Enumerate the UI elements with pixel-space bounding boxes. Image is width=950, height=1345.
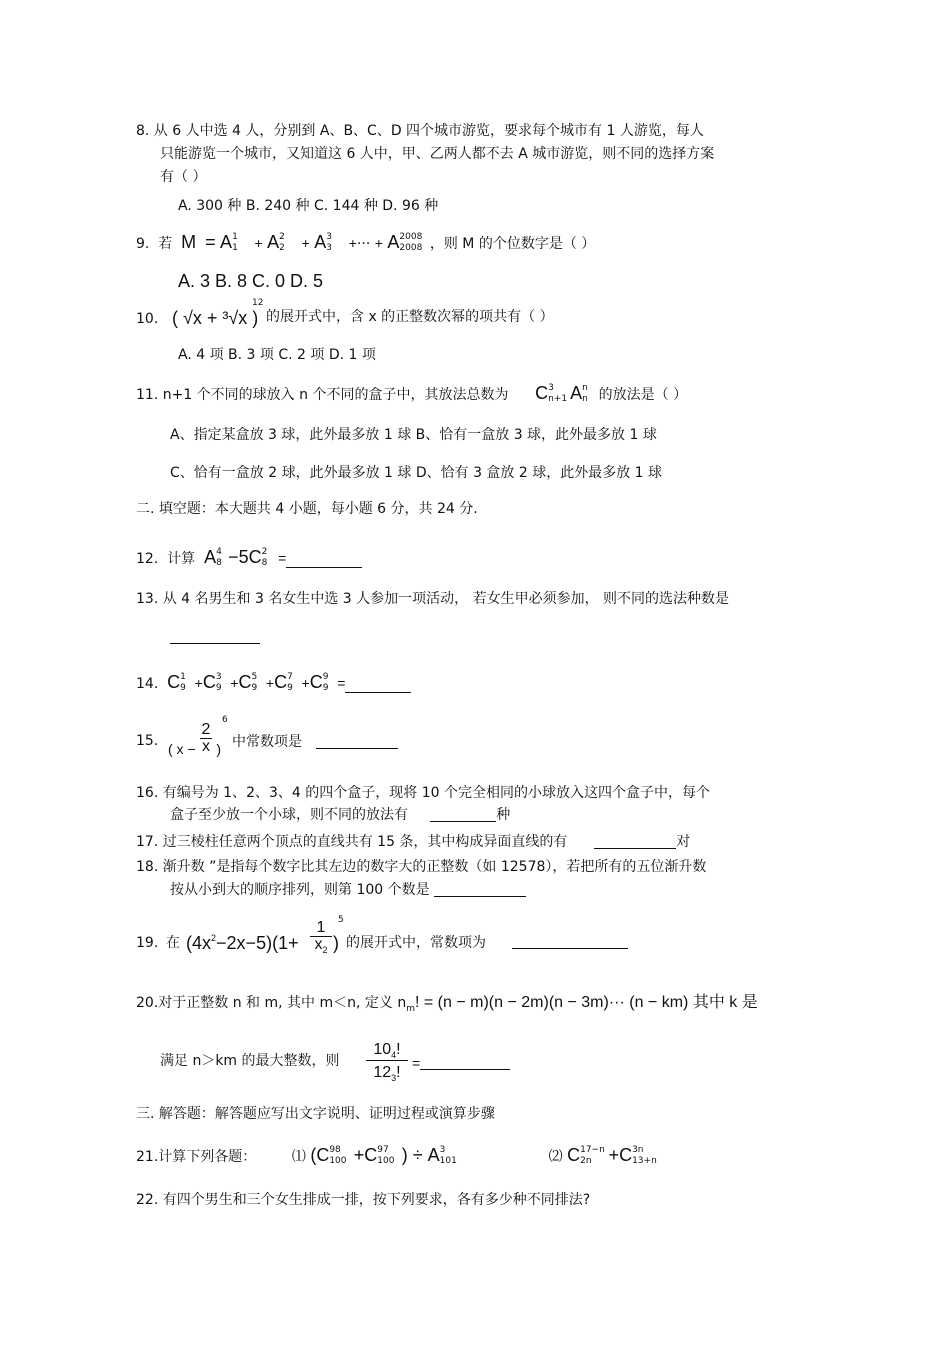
q11-tail: 的放法是（ ） [598, 387, 688, 403]
q20-answer: = [412, 1055, 510, 1070]
q19-lead: 在 [166, 935, 180, 951]
q9-tail: ，则 M 的个位数字是（ ） [429, 236, 596, 252]
q15-exp: 6 [222, 715, 228, 725]
q19-close: ) [333, 933, 339, 953]
q13-blank[interactable] [170, 629, 260, 644]
q18-blank[interactable] [434, 882, 526, 897]
q9-number: 9. [136, 236, 150, 252]
q18-line2: 按从小到大的顺序排列，则第 100 个数是 [170, 882, 526, 897]
q11-optA: A、指定某盒放 3 球，此外最多放 1 球 B、恰有一盒放 3 球，此外最多放 1 球 [170, 427, 657, 443]
q16-line1: 16. 有编号为 1、2、3、4 的四个盒子，现将 10 个完全相同的小球放入这四个盒子中，每个 [136, 785, 710, 801]
q15-number: 15. [136, 733, 159, 749]
q19-blank[interactable] [512, 934, 628, 949]
q22-text: 22. 有四个男生和三个女生排成一排，按下列要求，各有多少种不同排法? [136, 1192, 591, 1208]
q17-line: 17. 过三棱柱任意两个顶点的直线共有 15 条，其中构成异面直线的有 对 [136, 834, 691, 850]
q19-frac: 1 $x_2$ [310, 920, 332, 953]
q8-line1: 8. 从 6 人中选 4 人，分别到 A、B、C、D 四个城市游览，要求每个城市有 1 人游览，每人 [136, 123, 704, 139]
q11-lead: 11. n+1 个不同的球放入 n 个不同的盒子中，其放法总数为 [136, 387, 509, 403]
q15-tail: 中常数项是 [232, 734, 302, 750]
q20-line1: 20.对于正整数 n 和 m, 其中 m＜n, 定义 $n_m$! = (n − m)(n − 2m)(n − 3m)··· (n − km) 其中 k 是 [136, 994, 758, 1014]
q21-line: 21.计算下列各题： ⑴ (C 98 100 +C 97 100 ) ÷ A 3 101 ⑵ C 17−n 2n +C 3n 13+n [136, 1145, 657, 1166]
q9-A1: A [220, 232, 233, 252]
q12-blank[interactable] [286, 553, 362, 568]
q14-blank[interactable] [345, 678, 411, 693]
q9-A2008: A [387, 232, 400, 252]
q10-exp: 12 [252, 298, 264, 308]
q18-line1: 18. 渐升数 ”是指每个数字比其左边的数字大的正整数（如 12578），若把所有的五位渐升数 [136, 859, 707, 875]
q12-line: 12. 计算 A 4 8 −5C 2 8 = [136, 548, 362, 568]
q9-M: M [181, 232, 197, 252]
q14-line: 14. C 1 9 +C 3 9 +C 5 9 +C 7 9 +C 9 9 = [136, 673, 411, 693]
q10-options: A. 4 项 B. 3 项 C. 2 项 D. 1 项 [178, 347, 376, 363]
q8-options: A. 300 种 B. 240 种 C. 144 种 D. 96 种 [178, 198, 439, 214]
q11-line: 11. n+1 个不同的球放入 n 个不同的盒子中，其放法总数为 C 3 n+1 A n n 的放法是（ ） [136, 383, 688, 404]
q9-A3: A [314, 232, 327, 252]
q19-number: 19. [136, 935, 159, 951]
q8-line3: 有（ ） [160, 169, 207, 185]
q16-line2: 盒子至少放一个小球，则不同的放法有 种 [170, 807, 511, 823]
q13-text: 13. 从 4 名男生和 3 名女生中选 3 人参加一项活动， 若女生甲必须参加， 则不同的选法种数是 [136, 591, 730, 607]
q9-options: A. 3 B. 8 C. 0 D. 5 [178, 271, 324, 291]
q15-expr: ( x − $\frac{2}{x}$ ) [168, 721, 221, 758]
q17-blank[interactable] [594, 834, 676, 849]
q9-lead: 若 [158, 236, 173, 252]
section2-heading: 二. 填空题：本大题共 4 小题，每小题 6 分，共 24 分. [136, 501, 478, 517]
q9-line: 9. 若 M = A 1 1 + A 2 2 + A 3 3 +··· + A 2008 2008 ，则 M 的个位数字是（ ） [136, 232, 596, 253]
q10-tail: 的展开式中，含 x 的正整数次幂的项共有（ ） [266, 309, 554, 325]
q20-frac: $10_4$! $12_3$! [366, 1042, 408, 1081]
q8-line2: 只能游览一个城市，又知道这 6 人中，甲、乙两人都不去 A 城市游览，则不同的选择方案 [160, 146, 715, 162]
q19-expr: $(4x^2-2x-5)(1+$ [186, 933, 299, 953]
q11-optC: C、恰有一盒放 2 球，此外最多放 1 球 D、恰有 3 盒放 2 球，此外最多放 1 球 [170, 465, 663, 481]
q19-tail: 的展开式中，常数项为 [346, 935, 486, 951]
q16-blank[interactable] [430, 807, 496, 822]
q20-blank[interactable] [420, 1055, 510, 1070]
q10-expr: ( √x + ³√x ) [172, 308, 259, 328]
q19-exp: 5 [338, 915, 344, 925]
q15-blank[interactable] [316, 734, 398, 749]
q9-eq: = [205, 232, 216, 252]
q10-number: 10. [136, 311, 159, 327]
q20-line2: 满足 n＞km 的最大整数，则 [160, 1053, 340, 1069]
q9-A2: A [267, 232, 280, 252]
section3-heading: 三. 解答题：解答题应写出文字说明、证明过程或演算步骤 [136, 1106, 495, 1122]
